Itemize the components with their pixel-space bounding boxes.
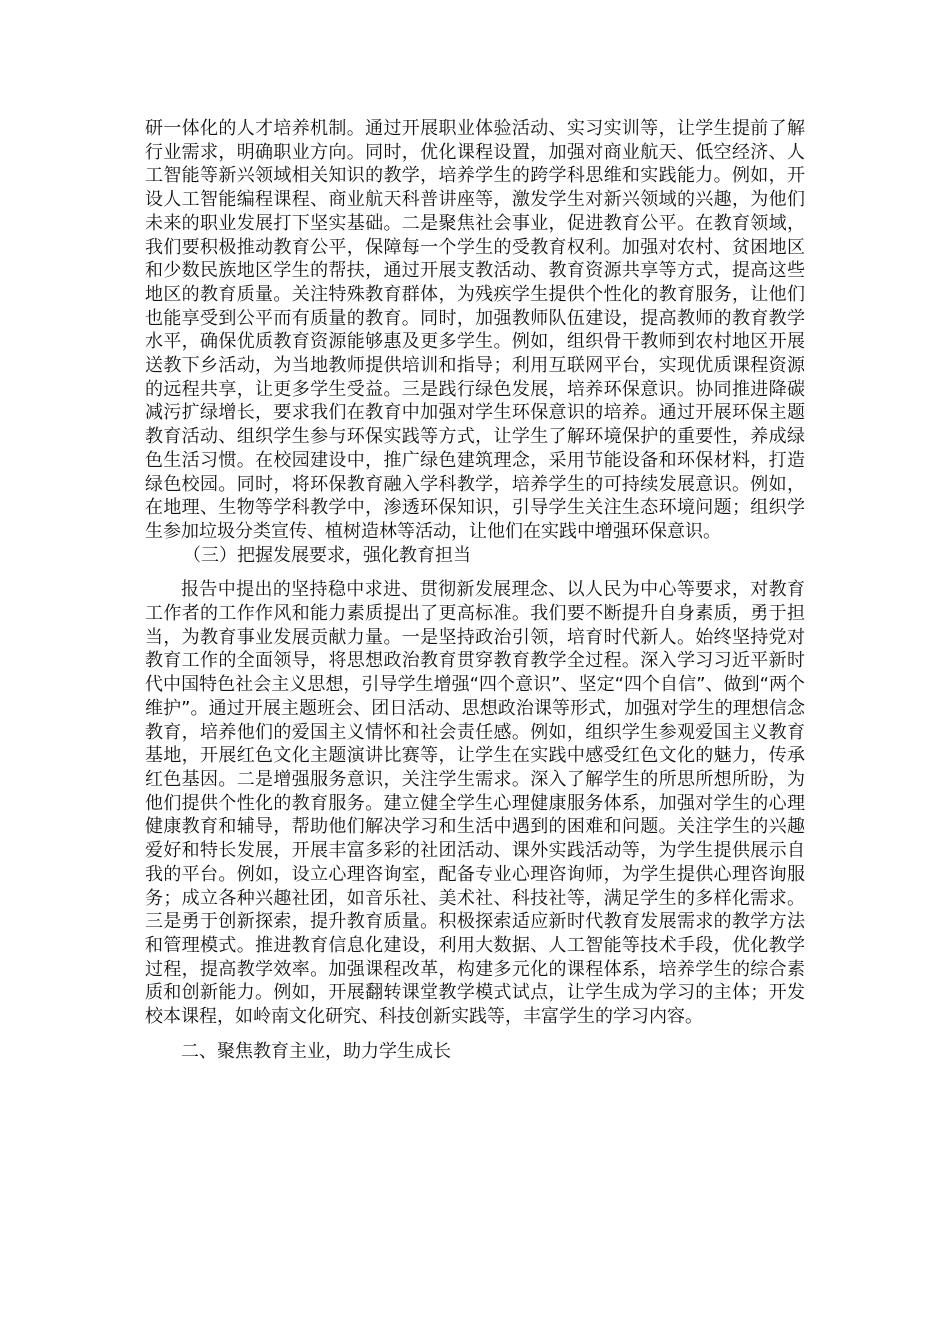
section-heading-2: 二、聚焦教育主业，助力学生成长 xyxy=(181,1040,451,1062)
section-heading-3: （三）把握发展要求，强化教育担当 xyxy=(183,544,471,566)
document-page xyxy=(145,117,805,1063)
body-paragraph: 报告中提出的坚持稳中求进、贯彻新发展理念、以人民为中心等要求，对教育工作者的工作作风和能力素质提出了更高标准。我们要不断提升自身素质，勇于担当，为教育事业发展贡献力量。一是坚持政治引领，培育时代新人。始终坚持党对教育工作的全面领导，将思想政治教育贯穿教育教学全过程。深入学习习近平新时代中国特色社会主义思想，引导学生增强“四个意识”、坚定“四个自信”、做到“两个维护”。通过开展主题班会、团日活动、思想政治课等形式，加强对学生的理想信念教育，培养他们的爱国主义情怀和社会责任感。例如，组织学生参观爱国主义教育基地，开展红色文化主题演讲比赛等，让学生在实践中感受红色文化的魅力，传承红色基因。二是增强服务意识，关注学生需求。深入了解学生的所思所想所盼，为他们提供个性化的教育服务。建立健全学生心理健康服务体系，加强对学生的心理健康教育和辅导，帮助他们解决学习和生活中遇到的困难和问题。关注学生的兴趣爱好和特长发展，开展丰富多彩的社团活动、课外实践活动等，为学生提供展示自我的平台。例如，设立心理咨询室，配备专业心理咨询师，为学生提供心理咨询服务；成立各种兴趣社团，如音乐社、美术社、科技社等，满足学生的多样化需求。三是勇于创新探索，提升教育质量。积极探索适应新时代教育发展需求的教学方法和管理模式。推进教育信息化建设，利用大数据、人工智能等技术手段，优化教学过程，提高教学效率。加强课程改革，构建多元化的课程体系，培养学生的综合素质和创新能力。例如，开展翻转课堂教学模式试点，让学生成为学习的主体；开发校本课程，如岭南文化研究、科技创新实践等，丰富学生的学习内容。 xyxy=(145,579,805,1028)
body-paragraph-continued: 研一体化的人才培养机制。通过开展职业体验活动、实习实训等，让学生提前了解行业需求，明确职业方向。同时，优化课程设置，加强对商业航天、低空经济、人工智能等新兴领域相关知识的教学，培养学生的跨学科思维和实践能力。例如，开设人工智能编程课程、商业航天科普讲座等，激发学生对新兴领域的兴趣，为他们未来的职业发展打下坚实基础。二是聚焦社会事业，促进教育公平。在教育领域，我们要积极推动教育公平，保障每一个学生的受教育权利。加强对农村、贫困地区和少数民族地区学生的帮扶，通过开展支教活动、教育资源共享等方式，提高这些地区的教育质量。关注特殊教育群体，为残疾学生提供个性化的教育服务，让他们也能享受到公平而有质量的教育。同时，加强教师队伍建设，提高教师的教育教学水平，确保优质教育资源能够惠及更多学生。例如，组织骨干教师到农村地区开展送教下乡活动，为当地教师提供培训和指导；利用互联网平台，实现优质课程资源的远程共享，让更多学生受益。三是践行绿色发展，培养环保意识。协同推进降碳减污扩绿增长，要求我们在教育中加强对学生环保意识的培养。通过开展环保主题教育活动、组织学生参与环保实践等方式，让学生了解环境保护的重要性，养成绿色生活习惯。在校园建设中，推广绿色建筑理念，采用节能设备和环保材料，打造绿色校园。同时，将环保教育融入学科教学，培养学生的可持续发展意识。例如，在地理、生物等学科教学中，渗透环保知识，引导学生关注生态环境问题；组织学生参加垃圾分类宣传、植树造林等活动，让他们在实践中增强环保意识。 xyxy=(145,118,805,542)
